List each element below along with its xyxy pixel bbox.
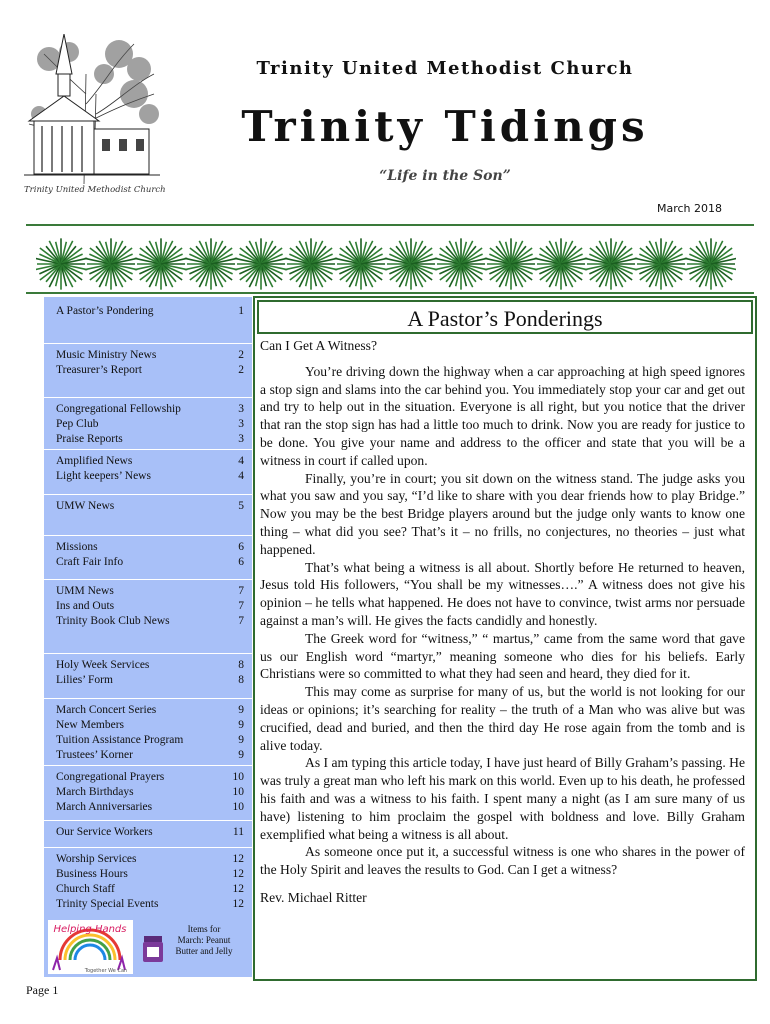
- motto: “Life in the Son”: [379, 168, 511, 184]
- toc-entry[interactable]: [44, 821, 252, 840]
- toc-entry-title: Business Hours: [56, 868, 128, 880]
- toc-entry-title: Congregational Prayers: [56, 771, 165, 783]
- toc-entry-page: 2: [238, 364, 244, 376]
- palm-frond: [685, 238, 736, 289]
- toc-entry-title: Trinity Special Events: [56, 898, 159, 910]
- toc-entry[interactable]: [44, 848, 252, 867]
- toc-entry-page: 7: [238, 585, 244, 597]
- palm-frond: [185, 238, 238, 289]
- palm-frond: [285, 238, 338, 289]
- toc-entry[interactable]: [44, 748, 252, 763]
- palm-frond: [385, 238, 438, 289]
- palm-frond: [36, 238, 87, 289]
- palm-frond: [135, 238, 188, 289]
- newsletter-title: Trinity Tidings: [241, 102, 649, 151]
- palm-frond: [585, 238, 638, 289]
- toc-entry-page: 12: [232, 853, 244, 865]
- page-number: Page 1: [26, 983, 59, 997]
- toc-entry[interactable]: [44, 654, 252, 673]
- toc-entry-page: 10: [232, 771, 244, 783]
- article-paragraph: That’s what being a witness is all about. Shortly before He returned to heaven, Jesus told His followers, “You shall be my witnesses….” A witness does not give his opinion – he tells what happened. He does not have to convince, twist arms nor persuade against a man’s will. He gives the facts candidly and honestly.: [260, 559, 745, 628]
- toc-entry-title: March Concert Series: [56, 704, 157, 716]
- toc-entry-page: 4: [238, 455, 244, 467]
- toc-group: [44, 449, 252, 484]
- church-caption: Trinity United Methodist Church: [24, 185, 166, 195]
- toc-entry[interactable]: [44, 495, 252, 514]
- toc-entry-title: Trinity Book Club News: [56, 615, 170, 627]
- items-for-note: Items for March: Peanut Butter and Jelly: [175, 924, 233, 956]
- toc-entry-page: 5: [238, 500, 244, 512]
- article-paragraph: Finally, you’re in court; you sit down on the witness stand. The judge asks you what you saw and you say, “I’d like to share with you dear friends how to play Bridge.” Now you may be the best Bridge players around but the judge only wants to know one thing – what did you see? That’s it – no frills, no conjectures, no theories – just what happened.: [260, 470, 745, 557]
- toc-group: [44, 698, 252, 763]
- toc-entry[interactable]: [44, 344, 252, 363]
- palm-frond-border: [36, 232, 736, 292]
- toc-entry-title: Congregational Fellowship: [56, 403, 181, 415]
- top-rule: [26, 224, 754, 226]
- palm-frond: [235, 238, 288, 289]
- toc-entry[interactable]: [44, 785, 252, 800]
- palm-frond: [535, 238, 588, 289]
- toc-group: [44, 579, 252, 629]
- toc-entry-title: UMM News: [56, 585, 114, 597]
- toc-entry[interactable]: [44, 867, 252, 882]
- toc-entry-title: Church Staff: [56, 883, 115, 895]
- church-illustration: [24, 34, 160, 184]
- toc-group: [44, 300, 252, 319]
- toc-entry-title: UMW News: [56, 500, 115, 512]
- issue-date: March 2018: [656, 202, 722, 215]
- toc-group: [44, 343, 252, 378]
- toc-entry[interactable]: [44, 450, 252, 469]
- toc-entry-page: 3: [238, 433, 244, 445]
- toc-entry-page: 2: [238, 349, 244, 361]
- toc-entry[interactable]: [44, 882, 252, 897]
- table-of-contents: [44, 297, 252, 977]
- article-subtitle: Can I Get A Witness?: [260, 338, 377, 353]
- toc-entry-page: 9: [238, 704, 244, 716]
- article-paragraph: You’re driving down the highway when a car approaching at high speed ignores a stop sign and slams into the car behind you. You immediately stop your car and get out and try to help out in the situation. Everyone is all right, but you notice that the driver that ran the stop sign has had a little too much to drink. Now you are ready for justice to be done. You give your name and address to the officer and state that you will be a witness in court if called upon.: [260, 363, 745, 468]
- toc-entry-title: Trustees’ Korner: [56, 749, 133, 761]
- article-signature: Rev. Michael Ritter: [260, 889, 367, 905]
- palm-frond: [435, 238, 488, 289]
- toc-entry-title: Ins and Outs: [56, 600, 115, 612]
- toc-entry-title: Craft Fair Info: [56, 556, 124, 568]
- toc-entry[interactable]: [44, 432, 252, 447]
- toc-entry-title: March Birthdays: [56, 786, 134, 798]
- toc-entry[interactable]: [44, 300, 252, 319]
- peanut-butter-jar-icon: [142, 936, 164, 962]
- helping-hands-logo: [48, 920, 133, 974]
- toc-entry[interactable]: [44, 580, 252, 599]
- toc-entry-page: 3: [238, 403, 244, 415]
- palm-frond: [635, 238, 688, 289]
- toc-entry-title: Tuition Assistance Program: [56, 734, 184, 746]
- article-paragraph: This may come as surprise for many of us, but the world is not looking for our ideas or opinions; it’s searching for reality – the truth of a Man who was alive but was crucified, dead and buried, and then the third day He rose again from the tomb and is alive today.: [260, 684, 745, 753]
- toc-entry-title: March Anniversaries: [56, 801, 153, 813]
- article-body: [260, 337, 745, 907]
- toc-entry[interactable]: [44, 718, 252, 733]
- toc-entry-page: 8: [238, 674, 244, 686]
- toc-entry-page: 12: [232, 883, 244, 895]
- toc-entry[interactable]: [44, 733, 252, 748]
- svg-text:Together We Can: Together We Can: [84, 968, 128, 974]
- toc-entry-page: 9: [238, 749, 244, 761]
- toc-entry[interactable]: [44, 673, 252, 688]
- toc-entry-page: 3: [238, 418, 244, 430]
- toc-entry-title: Lilies’ Form: [56, 674, 113, 686]
- toc-entry[interactable]: [44, 614, 252, 629]
- toc-entry-title: A Pastor’s Pondering: [56, 305, 154, 317]
- article-paragraph: As I am typing this article today, I have just heard of Billy Graham’s passing. He was truly a great man who left his mark on this world. Even up to his death, he professed his faith and was a witness to his faith. I spent many a night (as I am sure many of us have) listening to him proclaim the gospel with boldness and love. Billy Graham exemplified what being a witness is all about.: [260, 755, 745, 842]
- toc-entry-page: 12: [232, 898, 244, 910]
- toc-entry-page: 6: [238, 556, 244, 568]
- toc-entry-title: New Members: [56, 719, 125, 731]
- toc-entry[interactable]: [44, 699, 252, 718]
- svg-text:Helping Hands: Helping Hands: [53, 924, 127, 935]
- toc-entry-title: Holy Week Services: [56, 659, 150, 671]
- article-title: A Pastor’s Ponderings: [407, 306, 603, 331]
- toc-entry[interactable]: [44, 599, 252, 614]
- toc-entry-page: 1: [238, 305, 244, 317]
- palm-frond: [335, 238, 388, 289]
- toc-group: [44, 397, 252, 447]
- toc-group: [44, 847, 252, 912]
- toc-entry-title: Music Ministry News: [56, 349, 157, 361]
- toc-entry-title: Light keepers’ News: [56, 470, 151, 482]
- toc-entry[interactable]: [44, 800, 252, 815]
- palm-frond: [485, 238, 538, 289]
- toc-entry-title: Praise Reports: [56, 433, 123, 445]
- toc-entry-page: 7: [238, 600, 244, 612]
- toc-entry-page: 12: [232, 868, 244, 880]
- toc-entry-page: 6: [238, 541, 244, 553]
- toc-entry-page: 10: [232, 801, 244, 813]
- org-name: Trinity United Methodist Church: [256, 58, 634, 79]
- toc-group: [44, 653, 252, 688]
- toc-group: [44, 765, 252, 815]
- toc-group: [44, 535, 252, 570]
- toc-entry-page: 7: [238, 615, 244, 627]
- toc-entry[interactable]: [44, 417, 252, 432]
- toc-group: [44, 820, 252, 840]
- toc-entry-page: 9: [238, 734, 244, 746]
- toc-entry-title: Treasurer’s Report: [56, 364, 142, 376]
- toc-entry[interactable]: [44, 363, 252, 378]
- toc-entry-page: 9: [238, 719, 244, 731]
- toc-entry-title: Worship Services: [56, 853, 137, 865]
- toc-entry-title: Pep Club: [56, 418, 99, 430]
- toc-entry-page: 8: [238, 659, 244, 671]
- article-paragraph: As someone once put it, a successful witness is one who shares in the power of the Holy Spirit and leaves the results to God. Can I get a witness?: [260, 844, 745, 878]
- article-paragraph: The Greek word for “witness,” “ martus,” came from the same word that gave us our English word “martyr,” meaning someone who dies for his beliefs. Early Christians were so committed to what they had seen and heard, they died for it.: [260, 630, 745, 682]
- toc-entry[interactable]: [44, 766, 252, 785]
- toc-entry[interactable]: [44, 555, 252, 570]
- toc-entry-title: Missions: [56, 541, 98, 553]
- toc-group: [44, 494, 252, 514]
- toc-entry[interactable]: [44, 398, 252, 417]
- toc-entry-page: 11: [232, 826, 244, 838]
- palm-frond: [85, 238, 138, 289]
- toc-entry[interactable]: [44, 897, 252, 912]
- toc-entry-page: 4: [238, 470, 244, 482]
- toc-entry-page: 10: [232, 786, 244, 798]
- bottom-rule: [26, 292, 754, 294]
- toc-entry-title: Amplified News: [56, 455, 133, 467]
- toc-entry-title: Our Service Workers: [56, 826, 153, 838]
- toc-entry[interactable]: [44, 536, 252, 555]
- toc-entry[interactable]: [44, 469, 252, 484]
